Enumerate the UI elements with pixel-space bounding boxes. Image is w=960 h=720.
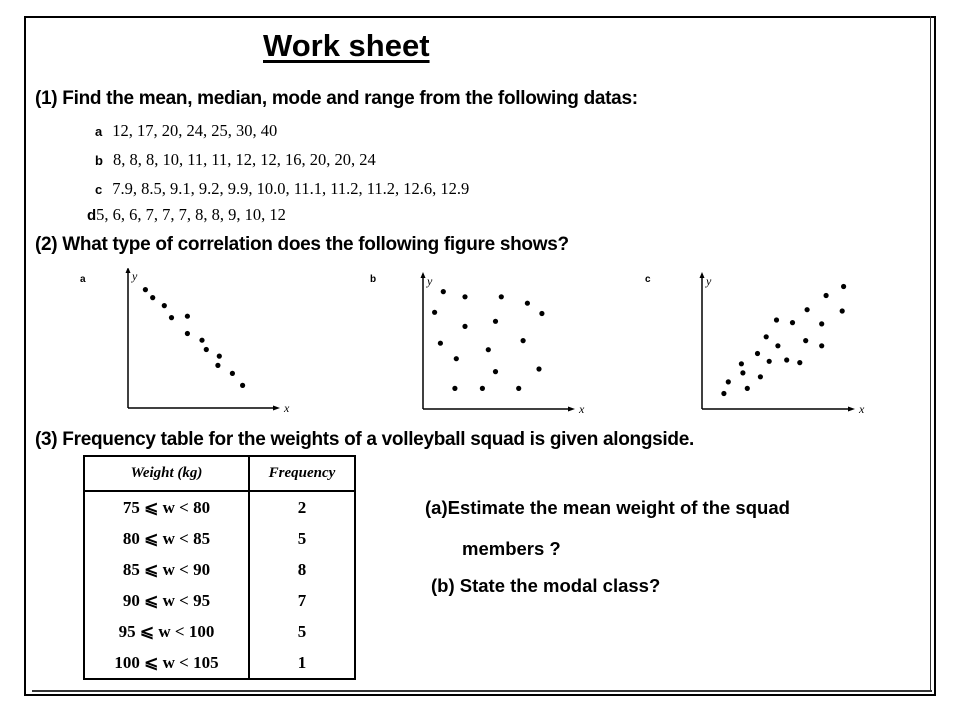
data-point	[721, 391, 726, 396]
data-point	[758, 374, 763, 379]
data-point	[185, 331, 190, 336]
question-3-heading: (3) Frequency table for the weights of a volleyball squad is given alongside.	[35, 429, 694, 450]
data-point	[480, 386, 485, 391]
data-point	[740, 370, 745, 375]
y-axis-arrow-icon	[421, 272, 426, 278]
data-point	[726, 379, 731, 384]
data-point	[516, 386, 521, 391]
data-point	[438, 341, 443, 346]
data-point	[143, 287, 148, 292]
dataset-values: 8, 8, 8, 10, 11, 11, 12, 12, 16, 20, 20, 24	[112, 150, 376, 169]
data-point	[217, 354, 222, 359]
data-point	[797, 360, 802, 365]
data-point	[462, 294, 467, 299]
data-point	[185, 314, 190, 319]
data-point	[819, 321, 824, 326]
weight-class: 95 ⩽ w < 100	[118, 621, 215, 641]
scatter-plot-a	[75, 268, 305, 418]
data-point	[819, 343, 824, 348]
data-point	[452, 386, 457, 391]
data-point	[169, 315, 174, 320]
x-axis-arrow-icon	[273, 406, 280, 411]
weight-class: 100 ⩽ w < 105	[114, 652, 219, 672]
data-point	[841, 284, 846, 289]
data-point	[775, 343, 780, 348]
data-point	[499, 294, 504, 299]
frequency: 5	[249, 616, 355, 647]
frequency: 8	[249, 554, 355, 585]
data-point	[215, 363, 220, 368]
frequency: 2	[249, 491, 355, 523]
data-point	[493, 319, 498, 324]
data-point	[784, 357, 789, 362]
table-row	[84, 491, 355, 523]
data-point	[454, 356, 459, 361]
data-point	[525, 301, 530, 306]
page-title: Work sheet	[263, 28, 430, 63]
dataset-c	[95, 179, 469, 199]
table-row	[84, 647, 355, 679]
data-point	[493, 369, 498, 374]
question-1-heading: (1) Find the mean, median, mode and range from the following datas:	[35, 88, 638, 109]
data-point	[521, 338, 526, 343]
page-border-shadow-bottom	[32, 690, 932, 692]
table-row	[84, 554, 355, 585]
frequency-table	[83, 455, 356, 680]
y-axis-label: y	[132, 269, 138, 283]
data-point	[774, 317, 779, 322]
question-3b: (b) State the modal class?	[431, 575, 661, 596]
dataset-values: 12, 17, 20, 24, 25, 30, 40	[112, 121, 278, 140]
data-point	[162, 303, 167, 308]
y-axis-arrow-icon	[126, 268, 131, 273]
plot-label: b	[370, 274, 377, 285]
data-point	[745, 386, 750, 391]
scatter-plot-c	[640, 268, 880, 418]
dataset-label: c	[95, 182, 103, 197]
data-point	[755, 351, 760, 356]
x-axis-label: x	[859, 402, 865, 416]
x-axis-arrow-icon	[568, 407, 575, 412]
data-point	[790, 320, 795, 325]
data-point	[462, 324, 467, 329]
data-point	[536, 366, 541, 371]
data-point	[805, 307, 810, 312]
data-point	[204, 347, 209, 352]
dataset-values: 5, 6, 6, 7, 7, 7, 8, 8, 9, 10, 12	[96, 205, 286, 224]
frequency: 1	[249, 647, 355, 679]
data-point	[539, 311, 544, 316]
dataset-d	[87, 205, 286, 225]
data-point	[803, 338, 808, 343]
table-row	[84, 585, 355, 616]
data-point	[441, 289, 446, 294]
data-point	[199, 338, 204, 343]
data-point	[486, 347, 491, 352]
weight-class: 85 ⩽ w < 90	[122, 559, 211, 579]
dataset-values: 7.9, 8.5, 9.1, 9.2, 9.9, 10.0, 11.1, 11.2, 11.2, 12.6, 12.9	[112, 179, 470, 198]
dataset-b	[95, 150, 376, 170]
table-row	[84, 616, 355, 647]
page-border-shadow-right	[930, 16, 931, 692]
frequency: 5	[249, 523, 355, 554]
frequency: 7	[249, 585, 355, 616]
dataset-label: d	[87, 207, 97, 224]
y-axis-label: y	[427, 274, 433, 288]
data-point	[230, 371, 235, 376]
weight-class: 90 ⩽ w < 95	[122, 590, 211, 610]
dataset-a	[95, 121, 277, 141]
x-axis-label: x	[579, 402, 585, 416]
table-header-row	[84, 456, 355, 491]
y-axis-arrow-icon	[700, 272, 705, 278]
scatter-plot-b	[365, 268, 595, 418]
dataset-label: b	[95, 153, 103, 168]
x-axis-arrow-icon	[848, 407, 855, 412]
y-axis-label: y	[706, 274, 712, 288]
weight-class: 75 ⩽ w < 80	[122, 497, 211, 517]
data-point	[824, 293, 829, 298]
data-point	[150, 295, 155, 300]
question-3a-line2: members ?	[462, 538, 561, 559]
data-point	[739, 361, 744, 366]
dataset-label: a	[95, 124, 103, 139]
plot-label: c	[645, 274, 651, 285]
question-2-heading: (2) What type of correlation does the following figure shows?	[35, 234, 569, 255]
data-point	[240, 383, 245, 388]
question-3a-line1: (a)Estimate the mean weight of the squad	[425, 497, 790, 518]
table-row	[84, 523, 355, 554]
data-point	[432, 310, 437, 315]
plot-label: a	[80, 274, 86, 285]
data-point	[840, 308, 845, 313]
x-axis-label: x	[284, 401, 290, 415]
weight-class: 80 ⩽ w < 85	[122, 528, 211, 548]
data-point	[767, 359, 772, 364]
header-weight: Weight (kg)	[84, 456, 249, 491]
data-point	[764, 334, 769, 339]
header-frequency: Frequency	[249, 456, 355, 491]
